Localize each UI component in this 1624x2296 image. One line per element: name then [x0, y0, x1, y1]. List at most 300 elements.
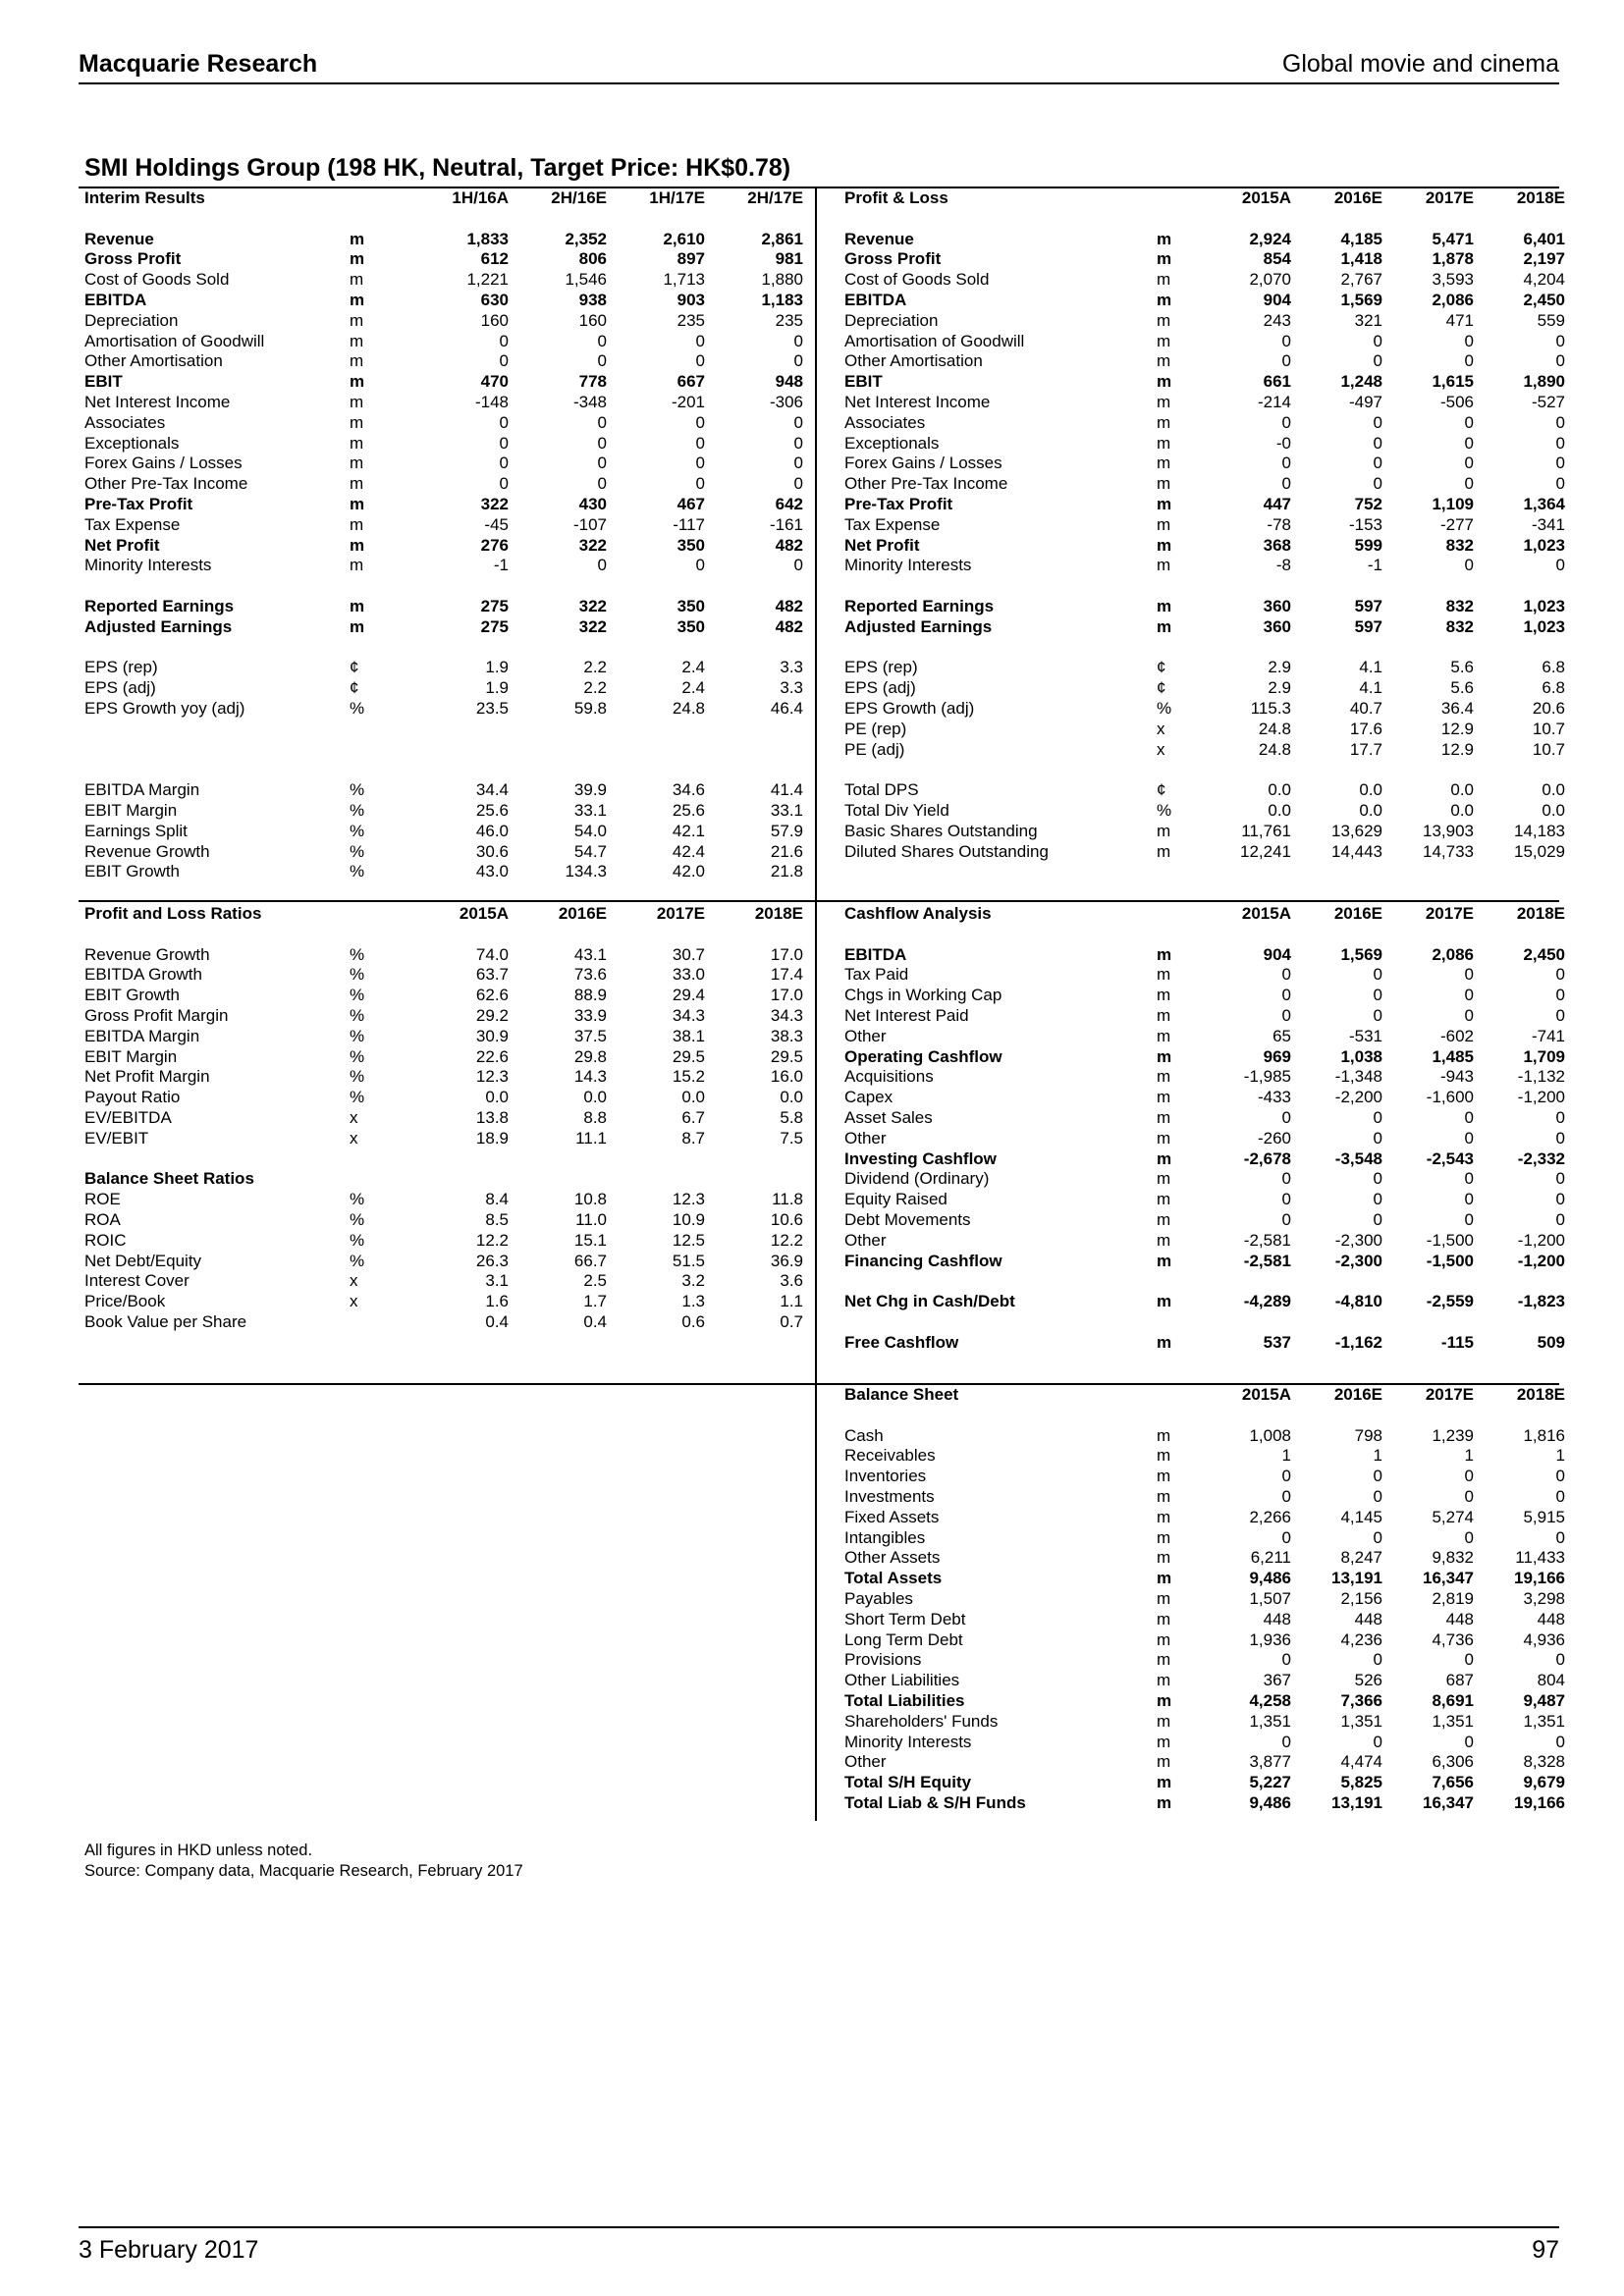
row-value: 21.6: [770, 841, 803, 861]
table-row: [84, 1292, 803, 1312]
row-value: 0.0: [1450, 800, 1474, 820]
row-unit: m: [1157, 229, 1172, 248]
row-value: 9,679: [1523, 1773, 1565, 1792]
row-value: 0: [1373, 454, 1382, 473]
row-value: 88.9: [573, 986, 607, 1005]
row-value: -2,559: [1426, 1292, 1474, 1311]
table-row: [84, 658, 803, 678]
table-row: [844, 986, 1565, 1006]
table-title: Balance Sheet: [844, 1385, 959, 1404]
table-row: [844, 515, 1565, 536]
row-unit: m: [1157, 965, 1171, 985]
row-unit: m: [350, 556, 364, 575]
table-row: [844, 454, 1565, 474]
row-value: 2.2: [583, 678, 607, 698]
row-value: 0: [1373, 1467, 1382, 1486]
table-row: [844, 1252, 1565, 1272]
row-label: Other Assets: [844, 1548, 941, 1568]
row-value: 13,629: [1331, 821, 1382, 840]
row-unit: x: [350, 1107, 358, 1127]
row-value: 1,239: [1432, 1425, 1474, 1445]
row-value: 33.1: [573, 800, 607, 820]
row-unit: m: [350, 351, 364, 371]
row-value: 778: [578, 372, 607, 392]
row-value: 23.5: [475, 698, 509, 718]
row-unit: ¢: [350, 678, 359, 698]
row-value: 3.3: [780, 658, 803, 677]
table-row: [84, 801, 803, 822]
table-row: [844, 230, 1565, 250]
row-value: 43.1: [573, 944, 607, 964]
row-value: 1,023: [1523, 535, 1565, 555]
row-value: 6,211: [1250, 1548, 1291, 1568]
row-value: 0: [1464, 1005, 1474, 1025]
table-row: [844, 1589, 1565, 1610]
row-label: Other: [844, 1026, 887, 1045]
table-row: [844, 1752, 1565, 1773]
row-label: Net Profit Margin: [84, 1067, 210, 1087]
table-row: [84, 1027, 803, 1047]
table-header-row: [84, 904, 803, 925]
row-label: Gross Profit Margin: [84, 1005, 229, 1025]
row-value: 12.9: [1440, 719, 1474, 738]
table-row: [84, 413, 803, 434]
row-value: 1,569: [1340, 290, 1382, 309]
row-value: 8.5: [485, 1209, 509, 1229]
table-title: Profit & Loss: [844, 188, 948, 207]
row-value: -161: [769, 514, 803, 534]
row-value: 0: [1373, 1732, 1382, 1751]
row-value: 0: [1281, 331, 1291, 350]
row-value: 0: [499, 412, 509, 432]
row-value: -4,289: [1243, 1292, 1291, 1311]
row-value: -741: [1531, 1026, 1565, 1045]
row-value: 1,248: [1340, 372, 1382, 392]
row-label: Gross Profit: [84, 249, 182, 269]
table-row: [844, 720, 1565, 740]
row-value: 0.0: [681, 1088, 705, 1107]
row-value: -117: [673, 514, 705, 534]
row-label: EBITDA Growth: [84, 965, 202, 985]
row-value: 33.9: [573, 1005, 607, 1025]
table-row: [84, 332, 803, 352]
row-unit: m: [350, 392, 364, 411]
period-header: 2018E: [1516, 188, 1565, 207]
row-label: Investing Cashflow: [844, 1148, 997, 1168]
spacer-row: [844, 862, 1565, 882]
row-value: 630: [480, 290, 509, 309]
row-unit: m: [1157, 1486, 1171, 1506]
row-unit: m: [1157, 1005, 1171, 1025]
row-label: Total Liab & S/H Funds: [844, 1792, 1026, 1812]
row-label: Amortisation of Goodwill: [84, 331, 265, 350]
row-value: 0: [499, 474, 509, 494]
row-value: -2,581: [1243, 1251, 1291, 1270]
row-unit: m: [1157, 1067, 1171, 1087]
table-row: [84, 1210, 803, 1231]
table-row: [844, 1067, 1565, 1088]
row-value: 1,713: [663, 270, 705, 290]
row-label: Pre-Tax Profit: [844, 494, 953, 513]
row-value: 26.3: [475, 1251, 509, 1270]
row-value: -2,332: [1517, 1148, 1565, 1168]
row-value: 350: [677, 596, 705, 615]
row-value: 34.3: [672, 1005, 705, 1025]
row-value: 74.0: [475, 944, 509, 964]
period-header: 2017E: [1425, 1385, 1474, 1404]
row-unit: m: [1157, 1752, 1171, 1772]
table-row: [844, 249, 1565, 270]
table-row: [84, 230, 803, 250]
row-value: 1: [1464, 1446, 1474, 1466]
table-row: [84, 862, 803, 882]
row-unit: m: [1157, 1671, 1171, 1690]
row-value: 1,023: [1523, 596, 1565, 615]
source-note: Source: Company data, Macquarie Research, February 2017: [84, 1862, 523, 1880]
row-value: 0.4: [583, 1311, 607, 1331]
row-label: ROA: [84, 1209, 121, 1229]
row-value: 832: [1445, 535, 1474, 555]
row-value: 1,485: [1432, 1046, 1474, 1066]
row-value: -497: [1348, 392, 1382, 411]
row-value: 15,029: [1514, 841, 1565, 861]
row-value: 806: [578, 249, 607, 269]
table-row: [844, 1569, 1565, 1589]
row-label: EBIT: [844, 372, 883, 392]
row-value: 0: [1281, 1107, 1291, 1127]
table-row: [84, 556, 803, 576]
row-label: Asset Sales: [844, 1107, 933, 1127]
row-unit: m: [1157, 1773, 1172, 1792]
spacer-row: [84, 760, 803, 780]
row-value: 11.1: [575, 1128, 607, 1148]
row-label: EBITDA: [844, 290, 907, 309]
page-number: 97: [1532, 2236, 1559, 2264]
row-label: Provisions: [844, 1650, 922, 1670]
row-value: 0: [1555, 412, 1565, 432]
row-label: EBIT Margin: [84, 1046, 178, 1066]
row-value: 0: [1373, 1650, 1382, 1670]
table-row: [844, 332, 1565, 352]
row-label: Shareholders' Funds: [844, 1711, 999, 1731]
row-unit: %: [350, 944, 365, 964]
row-value: 1,816: [1523, 1425, 1565, 1445]
row-unit: m: [350, 596, 365, 615]
row-value: -0: [1275, 433, 1291, 453]
row-value: 24.8: [672, 698, 705, 718]
table-title: Interim Results: [84, 188, 205, 207]
row-label: EBITDA Margin: [84, 1026, 200, 1045]
row-unit: %: [350, 821, 365, 840]
table-row: [844, 1528, 1565, 1549]
row-value: 2,819: [1432, 1588, 1474, 1608]
table-row: [844, 1691, 1565, 1712]
row-label: Cost of Goods Sold: [84, 270, 230, 290]
row-value: 11,761: [1241, 821, 1291, 840]
row-value: 7.5: [780, 1128, 803, 1148]
row-value: 0: [1281, 986, 1291, 1005]
row-unit: %: [350, 1251, 365, 1270]
row-value: 0: [793, 474, 803, 494]
row-value: 14,733: [1423, 841, 1474, 861]
row-value: 0: [1464, 474, 1474, 494]
period-header: 2H/17E: [747, 188, 803, 207]
row-value: 13,191: [1331, 1792, 1382, 1812]
row-unit: m: [1157, 1629, 1171, 1649]
row-value: 559: [1537, 310, 1565, 330]
period-header: 1H/16A: [452, 188, 509, 207]
table-title: Cashflow Analysis: [844, 904, 992, 923]
row-unit: m: [1157, 1148, 1172, 1168]
row-unit: m: [1157, 821, 1171, 840]
row-unit: m: [1157, 1190, 1171, 1209]
row-value: 0: [1555, 1486, 1565, 1506]
period-header: 2H/16E: [551, 188, 607, 207]
row-value: 12.3: [475, 1067, 509, 1087]
period-header: 2018E: [1516, 1385, 1565, 1404]
row-value: 73.6: [573, 965, 607, 985]
row-label: Associates: [84, 412, 166, 432]
spacer-row: [844, 760, 1565, 780]
row-value: 1,109: [1432, 494, 1474, 513]
row-value: 8.8: [583, 1107, 607, 1127]
row-unit: m: [1157, 556, 1171, 575]
row-value: 322: [578, 596, 607, 615]
row-unit: m: [1157, 1527, 1171, 1547]
profit-loss-ratios-table: [84, 904, 803, 1333]
row-value: 20.6: [1532, 698, 1565, 718]
spacer-row: [844, 925, 1565, 945]
row-value: 0: [1464, 1650, 1474, 1670]
row-unit: m: [1157, 1792, 1172, 1812]
row-unit: %: [350, 1209, 365, 1229]
row-value: 6.8: [1542, 658, 1565, 677]
row-value: 0: [1281, 965, 1291, 985]
interim-results-table: [84, 188, 803, 882]
row-value: 0: [1464, 1486, 1474, 1506]
row-value: 1,418: [1340, 249, 1382, 269]
row-unit: %: [350, 1046, 365, 1066]
row-value: 0: [1555, 1107, 1565, 1127]
row-value: 3,593: [1432, 270, 1474, 290]
row-value: 903: [677, 290, 705, 309]
table-row: [84, 372, 803, 393]
row-value: 0: [1555, 1527, 1565, 1547]
row-value: 0: [1555, 986, 1565, 1005]
row-value: 430: [578, 494, 607, 513]
row-value: 1.7: [583, 1292, 607, 1311]
row-label: Amortisation of Goodwill: [844, 331, 1025, 350]
row-value: 0: [1281, 412, 1291, 432]
table-row: [84, 393, 803, 413]
row-label: Other Amortisation: [84, 351, 223, 371]
row-value: 322: [578, 535, 607, 555]
row-value: 10.8: [573, 1190, 607, 1209]
table-row: [844, 474, 1565, 495]
table-row: [844, 291, 1565, 311]
row-value: 2.9: [1268, 658, 1291, 677]
row-value: 4,204: [1523, 270, 1565, 290]
row-value: 9,832: [1432, 1548, 1474, 1568]
row-value: 360: [1263, 616, 1291, 636]
row-value: 12.9: [1440, 739, 1474, 759]
table-row: [84, 597, 803, 617]
period-header: 2018E: [754, 904, 803, 923]
spacer-row: [84, 576, 803, 597]
row-value: 12.2: [770, 1230, 803, 1250]
row-label: Net Debt/Equity: [84, 1251, 202, 1270]
row-value: 1,351: [1340, 1711, 1382, 1731]
row-label: Net Profit: [844, 535, 920, 555]
row-value: 8,691: [1432, 1690, 1474, 1710]
row-value: -527: [1531, 392, 1565, 411]
row-unit: m: [1157, 1711, 1171, 1731]
row-value: 0: [695, 433, 705, 453]
table-row: [844, 1733, 1565, 1753]
row-unit: m: [1157, 596, 1172, 615]
row-value: -1,162: [1334, 1332, 1382, 1352]
row-value: 3,877: [1249, 1752, 1291, 1772]
profit-loss-table: [844, 188, 1565, 882]
row-value: -506: [1439, 392, 1474, 411]
row-value: 0: [1373, 1190, 1382, 1209]
table-row: [84, 780, 803, 801]
row-value: 0: [1464, 454, 1474, 473]
table-row: [844, 1630, 1565, 1651]
row-value: 1,833: [466, 229, 509, 248]
table-row: [84, 434, 803, 454]
row-unit: m: [350, 310, 364, 330]
row-value: 0: [1373, 433, 1382, 453]
row-value: 0: [1555, 965, 1565, 985]
row-unit: m: [1157, 412, 1171, 432]
row-label: EBITDA: [844, 944, 907, 964]
row-value: 938: [578, 290, 607, 309]
page-header: [79, 47, 1559, 84]
row-unit: m: [350, 474, 364, 494]
table-row: [844, 1773, 1565, 1793]
row-label: EPS Growth yoy (adj): [84, 698, 245, 718]
divider-right-mid: [815, 900, 1559, 902]
row-value: 34.6: [672, 780, 705, 800]
row-label: Adjusted Earnings: [84, 616, 233, 636]
table-row: [844, 1169, 1565, 1190]
row-value: 368: [1263, 535, 1291, 555]
row-value: 360: [1263, 596, 1291, 615]
row-value: 0: [597, 433, 607, 453]
row-value: 0: [695, 412, 705, 432]
row-label: Cash: [844, 1425, 884, 1445]
row-value: 642: [775, 494, 803, 513]
row-value: 1,890: [1523, 372, 1565, 392]
row-value: 509: [1537, 1332, 1565, 1352]
table-row: [84, 1271, 803, 1292]
row-label: Other Amortisation: [844, 351, 983, 371]
row-value: 3.6: [780, 1271, 803, 1291]
row-value: -45: [484, 514, 509, 534]
table-row: [844, 597, 1565, 617]
table-row: [844, 1487, 1565, 1508]
row-value: -433: [1257, 1088, 1291, 1107]
row-value: 2,767: [1340, 270, 1382, 290]
row-value: 0.0: [1542, 800, 1565, 820]
row-value: 0: [597, 474, 607, 494]
row-value: 969: [1263, 1046, 1291, 1066]
row-value: -107: [572, 514, 607, 534]
row-value: 1,364: [1523, 494, 1565, 513]
currency-note: All figures in HKD unless noted.: [84, 1842, 313, 1859]
report-topic: Global movie and cinema: [1281, 50, 1559, 78]
table-row: [84, 1312, 803, 1333]
row-unit: m: [350, 372, 365, 392]
row-value: 4,936: [1523, 1629, 1565, 1649]
row-value: 46.0: [475, 821, 509, 840]
row-value: 981: [775, 249, 803, 269]
row-value: 0.6: [681, 1311, 705, 1331]
period-header: 2015A: [459, 904, 509, 923]
row-label: EPS (rep): [84, 658, 158, 677]
row-unit: ¢: [1157, 658, 1166, 677]
row-value: -260: [1257, 1128, 1291, 1148]
row-unit: m: [1157, 372, 1172, 392]
row-value: 0: [793, 351, 803, 371]
row-label: Chgs in Working Cap: [844, 986, 1002, 1005]
row-value: 0: [1464, 986, 1474, 1005]
row-value: -115: [1440, 1332, 1474, 1352]
row-unit: m: [1157, 331, 1171, 350]
row-unit: m: [1157, 1169, 1171, 1189]
row-value: 2,352: [565, 229, 607, 248]
row-value: 0: [1281, 1209, 1291, 1229]
table-row: [84, 822, 803, 842]
row-value: -2,678: [1243, 1148, 1291, 1168]
row-label: EV/EBIT: [84, 1128, 149, 1148]
row-value: 321: [1354, 310, 1382, 330]
row-value: 9,487: [1523, 1690, 1565, 1710]
table-header-row: [844, 904, 1565, 925]
row-unit: x: [1157, 739, 1165, 759]
row-value: 1,023: [1523, 616, 1565, 636]
row-label: ROE: [84, 1190, 121, 1209]
row-value: 17.7: [1349, 739, 1382, 759]
row-value: 904: [1263, 944, 1291, 964]
row-value: 0: [1464, 1128, 1474, 1148]
row-value: 33.1: [770, 800, 803, 820]
table-row: [844, 393, 1565, 413]
row-label: EBITDA Margin: [84, 780, 200, 800]
row-value: 448: [1537, 1609, 1565, 1629]
row-value: 0: [793, 433, 803, 453]
row-value: 0: [1281, 1005, 1291, 1025]
row-label: Revenue Growth: [84, 841, 210, 861]
row-value: -1,200: [1517, 1251, 1565, 1270]
row-label: Other Pre-Tax Income: [844, 474, 1008, 494]
row-value: -1: [1367, 556, 1382, 575]
row-value: 526: [1354, 1671, 1382, 1690]
row-value: -1,985: [1243, 1067, 1291, 1087]
row-value: 6.8: [1542, 678, 1565, 698]
row-label: Capex: [844, 1088, 893, 1107]
row-unit: m: [350, 494, 365, 513]
table-header-row: [84, 188, 803, 209]
table-row: [844, 1508, 1565, 1528]
row-unit: %: [350, 986, 365, 1005]
table-row: [84, 1190, 803, 1210]
row-value: 1,221: [466, 270, 509, 290]
row-value: 54.7: [573, 841, 607, 861]
table-row: [844, 1467, 1565, 1487]
row-label: Tax Expense: [844, 514, 941, 534]
